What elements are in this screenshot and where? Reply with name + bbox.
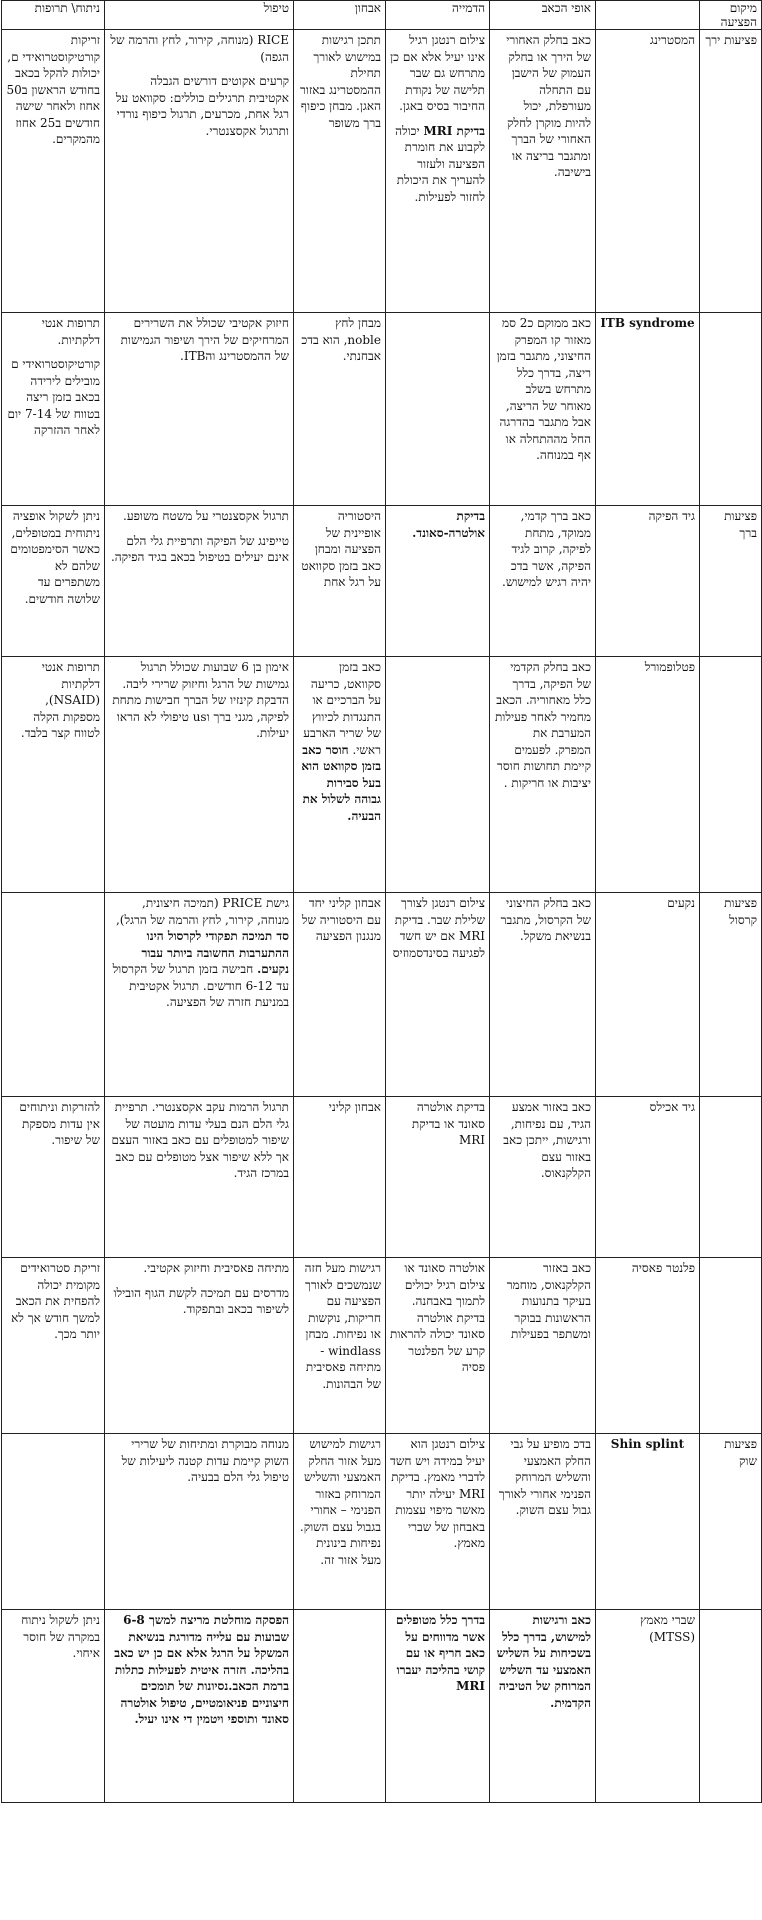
cell-treatment-paragraph: מדרסים עם תמיכה לקשת הגוף הובילו לשיפור בכאב ובתפקוד. xyxy=(113,1285,289,1317)
cell-injury-name: פלנטר פאסיה xyxy=(596,1258,700,1434)
cell-treatment xyxy=(105,506,294,657)
cell-imaging-paragraph: צילום רנטגן רגיל אינו יעיל אלא אם כן מתרחש גם שבר תלישה של נקודת החיבור בסיס באגן. xyxy=(390,33,485,114)
cell-region xyxy=(700,1610,762,1803)
cell-surgery-drugs: להזרקות וניתוחים אין עדות מספקת של שיפור. xyxy=(2,1097,105,1258)
cell-imaging xyxy=(386,1097,490,1258)
cell-diagnosis xyxy=(294,1610,386,1803)
header-surgery-drugs: ניתוח\ תרופות xyxy=(2,1,105,30)
cell-pain-character: בדכ מופיע על גבי החלק האמצעי והשליש המרוחק הפנימי אחורי לאורך גבול עצם השוק. xyxy=(490,1434,596,1610)
cell-imaging-paragraph: בדרך כלל מטופלים אשר מדווחים על כאב חריף או עם קושי בהליכה יעברו MRI xyxy=(396,1613,485,1694)
table-row xyxy=(2,657,762,893)
cell-region xyxy=(700,1258,762,1434)
table-body xyxy=(2,30,762,1803)
cell-injury-name: שברי מאמץ (MTSS) xyxy=(596,1610,700,1803)
cell-imaging xyxy=(386,313,490,506)
cell-treatment xyxy=(105,1610,294,1803)
cell-imaging xyxy=(386,506,490,657)
cell-treatment xyxy=(105,893,294,1097)
cell-diagnosis: כאב בזמן סקוואט, כריעה על הברכיים או התנגדות לכיווץ של שריר הארבע ראשי. חוסר כאב בזמן סקוואט הוא בעל סבירות גבוהה לשלול את הבעיה. xyxy=(294,657,386,893)
cell-injury-name: גיד הפיקה xyxy=(596,506,700,657)
cell-treatment-paragraph: קרעים אקוטים דורשים הגבלה אקטיבית תרגילים כוללים: סקוואט על רגל אחת, מכרעים, תרגול כיפוף נורדי ותרגול אקסצנטרי. xyxy=(115,74,289,138)
cell-injury-name: המסטרינג xyxy=(596,30,700,313)
cell-region xyxy=(700,1097,762,1258)
cell-region: פציעות ברך xyxy=(700,506,762,657)
cell-pain-character: כאב בחלק האחורי של הירך או בחלק העמוק של הישבן עם התחלה מעורפלת, יכול להיות מוקרן לחלק האחורי של הברך ומתגבר בריצה או בישיבה. xyxy=(490,30,596,313)
table-row xyxy=(2,893,762,1097)
cell-region: פציעות שוק xyxy=(700,1434,762,1610)
cell-imaging-paragraph: בדיקת אולטרה-סאונד. xyxy=(412,509,485,540)
header-injury-name xyxy=(596,1,700,30)
cell-treatment xyxy=(105,313,294,506)
cell-treatment-paragraph: RICE (מנוחה, קירור, לחץ והרמה של הגפה) xyxy=(110,33,289,64)
cell-treatment-paragraph: תרגול אקסצנטרי על משטח משופע. xyxy=(123,509,289,523)
cell-imaging-paragraph: צילום רנטגן הוא יעיל במידה ויש חשד לדברי מאמץ. בדיקת MRI יעילה יותר מאשר מיפוי עצמות באבחון של שברי מאמץ. xyxy=(390,1437,485,1551)
cell-imaging xyxy=(386,893,490,1097)
cell-pain-character: כאב בחלק הקדמי של הפיקה, בדרך כלל מאחוריה. הכאב מחמיר לאחר פעילות המערבת את המפרק. לפעמים קיימת תחושות חוסר יציבות או חריקות . xyxy=(490,657,596,893)
cell-diagnosis: תתכן רגישות במישוש לאורך תחילת ההמסטרינג באזור האגן. מבחן כיפוף ברך משופר xyxy=(294,30,386,313)
header-row xyxy=(2,1,762,30)
cell-diagnosis: אבחון קליני יחד עם היסטוריה של מנגנון הפציעה xyxy=(294,893,386,1097)
table-row xyxy=(2,1610,762,1803)
cell-pain-character: כאב ממוקם כ2 סמ מאזור קו המפרק החיצוני, מתגבר בזמן ריצה, בדרך כלל מתרחש בשלב מאוחר של הריצה, אבל מתגבר בהדרגה החל מההתחלה או אף במנוחה. xyxy=(490,313,596,506)
table-row xyxy=(2,506,762,657)
cell-surgery-drugs xyxy=(2,893,105,1097)
cell-treatment-paragraph: מנוחה מבוקרת ומתיחות של שרירי השוק קיימת עדות קטנה ליעילות של טיפול גלי הלם בבעיה. xyxy=(121,1437,289,1485)
cell-region xyxy=(700,313,762,506)
cell-treatment xyxy=(105,1258,294,1434)
cell-diagnosis: מבחן לחץ noble, הוא בדכ אבחנתי. xyxy=(294,313,386,506)
cell-treatment-paragraph: הפסקה מוחלטת מריצה למשך 6-8 שבועות עם עלייה מדורגת בנשיאת המשקל על הרגל אלא אם כן יש כאב בהליכה. חזרה איטית לפעילות כתלות ברמת הכאב.נסיונות של תומכים חיצוניים פניאומטיים, טיפול אולטרה סאונד ותוספי ויטמין די אינו יעיל. xyxy=(114,1613,289,1727)
cell-imaging xyxy=(386,657,490,893)
cell-surgery-drugs: זריקת סטרואידים מקומית יכולה להפחית את הכאב למשך חודש אך לא יותר מכך. xyxy=(2,1258,105,1434)
cell-treatment-paragraph: טייפינג של הפיקה ותרפיית גלי הלם אינם יעילים בטיפול בכאב בגיד הפיקה. xyxy=(110,533,289,565)
cell-surgery-drugs: ניתן לשקול ניתוח במקרה של חוסר איחוי. xyxy=(2,1610,105,1803)
cell-treatment xyxy=(105,1097,294,1258)
cell-pain-character: כאב ורגישות למישוש, בדרך כלל בשכיחות על השליש האמצעי עד השליש המרוחק של הטיביה הקדמית. xyxy=(490,1610,596,1803)
cell-surgery-drugs: תרופות אנטי דלקתיות (NSAID), מספקות הקלה לטווח קצר בלבד. xyxy=(2,657,105,893)
header-imaging: הדמייה xyxy=(386,1,490,30)
cell-treatment-paragraph: תרגול הרמות עקב אקסצנטרי. תרפיית גלי הלם הנם בעלי עדות מועטה של שיפור למטופלים עם כאב באזור העצם אך ללא שיפור אצל מטופלים עם כאב במרכז הגיד. xyxy=(111,1100,289,1181)
cell-injury-name: Shin splint xyxy=(596,1434,700,1610)
cell-pain-character: כאב באזור הקלקנאוס, מוחמר בעיקר בתנועות הראשונות בבוקר ומשתפר בפעילות xyxy=(490,1258,596,1434)
cell-pain-character: כאב בחלק החיצוני של הקרסול, מתגבר בנשיאת משקל. xyxy=(490,893,596,1097)
cell-injury-name: ITB syndrome xyxy=(596,313,700,506)
header-location: מיקום הפציעה xyxy=(700,1,762,30)
cell-diagnosis: רגישות למישוש מעל אזור החלק האמצעי והשליש המרוחק באזור הפנימי – אחורי בגבול עצם השוק. נפיחות בינונית מעל אזור זה. xyxy=(294,1434,386,1610)
cell-diagnosis: רגישות מעל חזה שנמשכים לאורך הפציעה עם חריקות, נוקשות או נפיחות. מבחן windlass - מתיחה פאסיבית של הבהונות. xyxy=(294,1258,386,1434)
cell-imaging-paragraph: אולטרה סאונד או צילום רגיל יכולים לתמוך באבחנה. בדיקת אולטרה סאונד יכולה להראות קרע של הפלנטר פסיה xyxy=(390,1261,485,1375)
cell-pain-character: כאב באזור אמצע הגיד, עם נפיחות, ורגישות, ייתכן כאב באזור עצם הקלקנאוס. xyxy=(490,1097,596,1258)
cell-imaging xyxy=(386,1610,490,1803)
cell-imaging-paragraph: בדיקת MRI יכולה לקבוע את חומרת הפציעה ולעזור להעריך את היכולת לחזור לפעילות. xyxy=(395,123,485,204)
cell-treatment-paragraph: חיזוק אקטיבי שכולל את השרירים המרחיקים של הירך ושיפור הגמישות של ההמסטרינג והITB. xyxy=(120,316,289,364)
cell-surgery-drugs: תרופות אנטי דלקתיות. קורטיקוסטרואידי ם מובילים לירידה בכאב בזמן ריצה בטווח של 7-14 יום לאחר ההזרקה xyxy=(2,313,105,506)
cell-diagnosis: היסטוריה אופיינית של הפציעה ומבחן כאב בזמן סקוואט על רגל אחת xyxy=(294,506,386,657)
cell-imaging-paragraph: בדיקת אולטרה סאונד או בדיקת MRI xyxy=(411,1100,485,1148)
table-row xyxy=(2,1434,762,1610)
cell-treatment-paragraph: אימון בן 6 שבועות שכולל תרגול גמישות של הרגל וחיזוק שרירי ליבה. הדבקת קינזיו של הברך חבישות מתחת לפיקה, מגני ברך וus טיפולי לא הראו יעילות. xyxy=(112,660,289,741)
cell-region: פציעות ירך xyxy=(700,30,762,313)
header-diagnosis: אבחון xyxy=(294,1,386,30)
injury-table xyxy=(1,0,762,1803)
cell-pain-character: כאב ברך קדמי, ממוקד, מתחת לפיקה, קרוב לגיד הפיקה, אשר בדכ יהיה רגיש למישוש. xyxy=(490,506,596,657)
table-row xyxy=(2,30,762,313)
table-row xyxy=(2,1258,762,1434)
cell-surgery-drugs: זריקות קורטיקוסטרואידי ם, יכולות להקל בכאב בחודש הראשון ב50 אחוז ולאחר שישה חודשים ב25 אחוז מהמקרים. xyxy=(2,30,105,313)
cell-treatment-paragraph: מתיחה פאסיבית וחיזוק אקטיבי. xyxy=(143,1261,289,1275)
cell-imaging xyxy=(386,30,490,313)
cell-imaging-paragraph: צילום רנטגן לצורך שלילת שבר. בדיקת MRI אם יש חשד לפגיעה בסינדסמוזיס xyxy=(392,896,485,960)
cell-treatment xyxy=(105,30,294,313)
cell-injury-name: גיד אכילס xyxy=(596,1097,700,1258)
table-row xyxy=(2,1097,762,1258)
cell-surgery-drugs xyxy=(2,1434,105,1610)
cell-region: פציעות קרסול xyxy=(700,893,762,1097)
cell-injury-name: פטלופמורל xyxy=(596,657,700,893)
cell-imaging xyxy=(386,1258,490,1434)
cell-treatment xyxy=(105,657,294,893)
cell-diagnosis: אבחון קליני xyxy=(294,1097,386,1258)
cell-injury-name: נקעים xyxy=(596,893,700,1097)
cell-treatment xyxy=(105,1434,294,1610)
cell-treatment-paragraph: גישת PRICE (תמיכה חיצונית, מנוחה, קירור, לחץ והרמה של הרגל), סד תמיכה תפקודי לקרסול הינו ההתערבות החשובה ביותר עבור נקעים. חבישה בזמן תרגול של הקרסול עד 6-12 חודשים. תרגול אקטיבית במניעת חזרה של הפציעה. xyxy=(112,896,289,1010)
header-treatment: טיפול xyxy=(105,1,294,30)
header-pain-character: אופי הכאב xyxy=(490,1,596,30)
cell-imaging xyxy=(386,1434,490,1610)
cell-region xyxy=(700,657,762,893)
table-row xyxy=(2,313,762,506)
cell-surgery-drugs: ניתן לשקול אופציה ניתוחית במטופלים, כאשר הסימפטומים שלהם לא משתפרים עד שלושה חודשים. xyxy=(2,506,105,657)
